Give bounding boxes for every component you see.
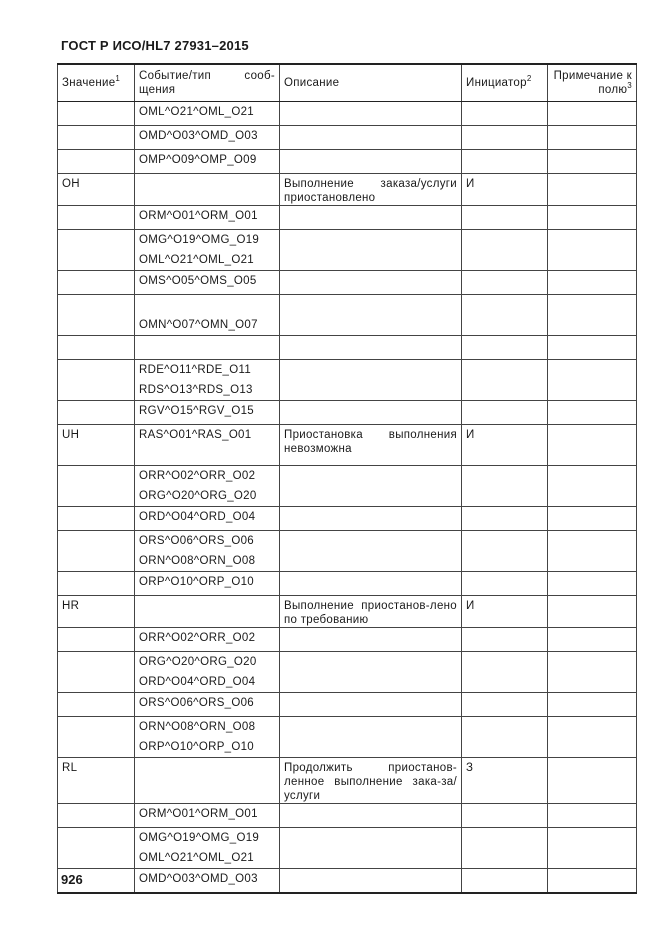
cell-event <box>135 531 280 572</box>
table-row <box>58 758 637 804</box>
code-table <box>57 63 637 894</box>
event-code: ORP^O10^ORP_O10 <box>139 576 255 588</box>
cell-note <box>548 174 637 206</box>
cell-initiator <box>462 295 548 336</box>
event-code: ORM^O01^ORM_O01 <box>139 210 258 222</box>
cell-description <box>280 466 462 507</box>
table-row <box>58 596 637 628</box>
cell-value <box>58 401 135 425</box>
cell-initiator: И <box>462 425 548 466</box>
cell-event <box>135 206 280 230</box>
cell-value <box>58 150 135 174</box>
event-code: RGV^O15^RGV_O15 <box>139 405 255 417</box>
cell-value: UH <box>58 425 135 466</box>
table-row <box>58 531 637 572</box>
cell-initiator <box>462 206 548 230</box>
cell-event <box>135 717 280 758</box>
cell-event <box>135 828 280 869</box>
cell-initiator <box>462 230 548 271</box>
cell-description <box>280 717 462 758</box>
cell-event <box>135 174 280 206</box>
cell-event <box>135 869 280 894</box>
table-row <box>58 271 637 295</box>
cell-value <box>58 102 135 126</box>
cell-event <box>135 425 280 466</box>
cell-description: Продолжить приостанов-ленное выполнение зака-за/услуги <box>280 758 462 804</box>
cell-description <box>280 360 462 401</box>
cell-note <box>548 102 637 126</box>
cell-value: OH <box>58 174 135 206</box>
table-row <box>58 336 637 360</box>
event-code: OMP^O09^OMP_O09 <box>139 154 257 166</box>
cell-initiator <box>462 401 548 425</box>
column-header-description: Описание <box>280 64 462 102</box>
cell-description <box>280 336 462 360</box>
cell-initiator <box>462 336 548 360</box>
cell-note <box>548 596 637 628</box>
cell-value <box>58 336 135 360</box>
event-code: RDE^O11^RDE_O11 <box>139 364 252 376</box>
cell-initiator <box>462 869 548 894</box>
event-code: OMD^O03^OMD_O03 <box>139 873 258 885</box>
column-header-event: Событие/тип сооб-щения <box>135 64 280 102</box>
cell-note <box>548 150 637 174</box>
cell-initiator: И <box>462 174 548 206</box>
table-row <box>58 360 637 401</box>
cell-note <box>548 869 637 894</box>
event-code: OMS^O05^OMS_O05 <box>139 275 257 287</box>
event-code: RDS^O13^RDS_O13 <box>139 384 253 396</box>
event-code <box>139 336 275 356</box>
cell-event <box>135 102 280 126</box>
cell-value <box>58 572 135 596</box>
cell-note <box>548 828 637 869</box>
cell-event <box>135 628 280 652</box>
cell-note <box>548 572 637 596</box>
cell-event <box>135 360 280 401</box>
cell-note <box>548 271 637 295</box>
cell-value <box>58 531 135 572</box>
cell-initiator <box>462 271 548 295</box>
cell-value <box>58 271 135 295</box>
page-number: 926 <box>61 872 83 887</box>
cell-event <box>135 652 280 693</box>
event-code: RAS^O01^RAS_O01 <box>139 429 252 441</box>
cell-event <box>135 336 280 360</box>
cell-initiator <box>462 572 548 596</box>
cell-note <box>548 693 637 717</box>
table-body <box>58 102 637 894</box>
cell-value: HR <box>58 596 135 628</box>
event-code: OMD^O03^OMD_O03 <box>139 130 258 142</box>
cell-value <box>58 628 135 652</box>
event-code <box>139 445 275 465</box>
cell-value <box>58 206 135 230</box>
cell-value <box>58 126 135 150</box>
cell-value <box>58 828 135 869</box>
cell-value <box>58 804 135 828</box>
table-row <box>58 693 637 717</box>
document-header: ГОСТ Р ИСО/HL7 27931–2015 <box>61 38 249 53</box>
cell-event <box>135 507 280 531</box>
cell-initiator <box>462 531 548 572</box>
cell-note <box>548 466 637 507</box>
event-code: ORD^O04^ORD_O04 <box>139 676 256 688</box>
event-code: OMG^O19^OMG_O19 <box>139 234 260 246</box>
cell-initiator <box>462 507 548 531</box>
table-row <box>58 174 637 206</box>
cell-note <box>548 531 637 572</box>
cell-initiator <box>462 693 548 717</box>
event-code: ORN^O08^ORN_O08 <box>139 721 256 733</box>
table-row <box>58 401 637 425</box>
cell-description <box>280 102 462 126</box>
cell-note <box>548 652 637 693</box>
event-code: OML^O21^OML_O21 <box>139 106 255 118</box>
cell-event <box>135 126 280 150</box>
cell-value <box>58 230 135 271</box>
cell-value <box>58 652 135 693</box>
cell-description <box>280 271 462 295</box>
cell-note <box>548 295 637 336</box>
event-code: ORD^O04^ORD_O04 <box>139 511 256 523</box>
cell-event <box>135 596 280 628</box>
cell-description: Приостановка выполнения невозможна <box>280 425 462 466</box>
cell-event <box>135 401 280 425</box>
cell-event <box>135 572 280 596</box>
table-row <box>58 717 637 758</box>
cell-initiator <box>462 102 548 126</box>
cell-initiator <box>462 828 548 869</box>
table-row <box>58 126 637 150</box>
cell-note <box>548 230 637 271</box>
cell-note <box>548 758 637 804</box>
cell-event <box>135 230 280 271</box>
cell-note <box>548 628 637 652</box>
cell-note <box>548 507 637 531</box>
cell-description <box>280 126 462 150</box>
cell-note <box>548 206 637 230</box>
cell-description <box>280 628 462 652</box>
cell-event <box>135 758 280 804</box>
event-code: ORM^O01^ORM_O01 <box>139 808 258 820</box>
cell-note <box>548 425 637 466</box>
event-code: OMG^O19^OMG_O19 <box>139 832 260 844</box>
cell-initiator <box>462 466 548 507</box>
event-code <box>139 758 275 778</box>
cell-value <box>58 717 135 758</box>
cell-initiator <box>462 652 548 693</box>
cell-description <box>280 804 462 828</box>
table-row <box>58 206 637 230</box>
cell-description <box>280 507 462 531</box>
table-header-row <box>58 64 637 102</box>
column-header-note: Примечание к полю$^3$ <box>548 64 637 102</box>
event-code: OMN^O07^OMN_O07 <box>139 319 258 331</box>
cell-event <box>135 150 280 174</box>
event-code: ORR^O02^ORR_O02 <box>139 470 256 482</box>
cell-event <box>135 693 280 717</box>
event-code: ORS^O06^ORS_O06 <box>139 697 255 709</box>
cell-note <box>548 126 637 150</box>
cell-description <box>280 572 462 596</box>
event-code <box>139 596 275 616</box>
cell-note <box>548 336 637 360</box>
cell-initiator: З <box>462 758 548 804</box>
column-header-initiator: Инициатор$^2$ <box>462 64 548 102</box>
cell-initiator <box>462 628 548 652</box>
cell-initiator <box>462 804 548 828</box>
table-row <box>58 652 637 693</box>
cell-value <box>58 466 135 507</box>
cell-value <box>58 507 135 531</box>
cell-description <box>280 206 462 230</box>
cell-description: Выполнение заказа/услуги приостановлено <box>280 174 462 206</box>
table-row <box>58 466 637 507</box>
cell-description <box>280 693 462 717</box>
table-row <box>58 102 637 126</box>
event-code: ORP^O10^ORP_O10 <box>139 741 255 753</box>
cell-initiator <box>462 360 548 401</box>
event-code: ORG^O20^ORG_O20 <box>139 490 257 502</box>
table-row <box>58 150 637 174</box>
cell-description <box>280 869 462 894</box>
event-code: ORN^O08^ORN_O08 <box>139 555 256 567</box>
cell-event <box>135 271 280 295</box>
event-code: ORG^O20^ORG_O20 <box>139 656 257 668</box>
cell-initiator <box>462 150 548 174</box>
cell-initiator: И <box>462 596 548 628</box>
event-code: ORS^O06^ORS_O06 <box>139 535 255 547</box>
event-code: OML^O21^OML_O21 <box>139 852 255 864</box>
table-row <box>58 628 637 652</box>
table-row <box>58 230 637 271</box>
column-header-value: Значение$^1$ <box>58 64 135 102</box>
cell-event <box>135 295 280 336</box>
cell-value <box>58 360 135 401</box>
cell-description <box>280 295 462 336</box>
cell-value: RL <box>58 758 135 804</box>
cell-description <box>280 230 462 271</box>
cell-description: Выполнение приостанов-лено по требованию <box>280 596 462 628</box>
cell-note <box>548 804 637 828</box>
cell-description <box>280 531 462 572</box>
event-code <box>139 174 275 194</box>
table-row <box>58 828 637 869</box>
cell-value <box>58 693 135 717</box>
cell-event <box>135 804 280 828</box>
cell-initiator <box>462 717 548 758</box>
cell-description <box>280 828 462 869</box>
table-row <box>58 572 637 596</box>
event-code <box>139 295 275 315</box>
cell-description <box>280 150 462 174</box>
cell-description <box>280 652 462 693</box>
cell-note <box>548 360 637 401</box>
event-code: ORR^O02^ORR_O02 <box>139 632 256 644</box>
table-row <box>58 295 637 336</box>
cell-initiator <box>462 126 548 150</box>
cell-note <box>548 401 637 425</box>
cell-description <box>280 401 462 425</box>
cell-note <box>548 717 637 758</box>
table-row <box>58 869 637 894</box>
table-row <box>58 425 637 466</box>
table-row <box>58 507 637 531</box>
cell-value <box>58 295 135 336</box>
cell-event <box>135 466 280 507</box>
event-code: OML^O21^OML_O21 <box>139 254 255 266</box>
table-row <box>58 804 637 828</box>
